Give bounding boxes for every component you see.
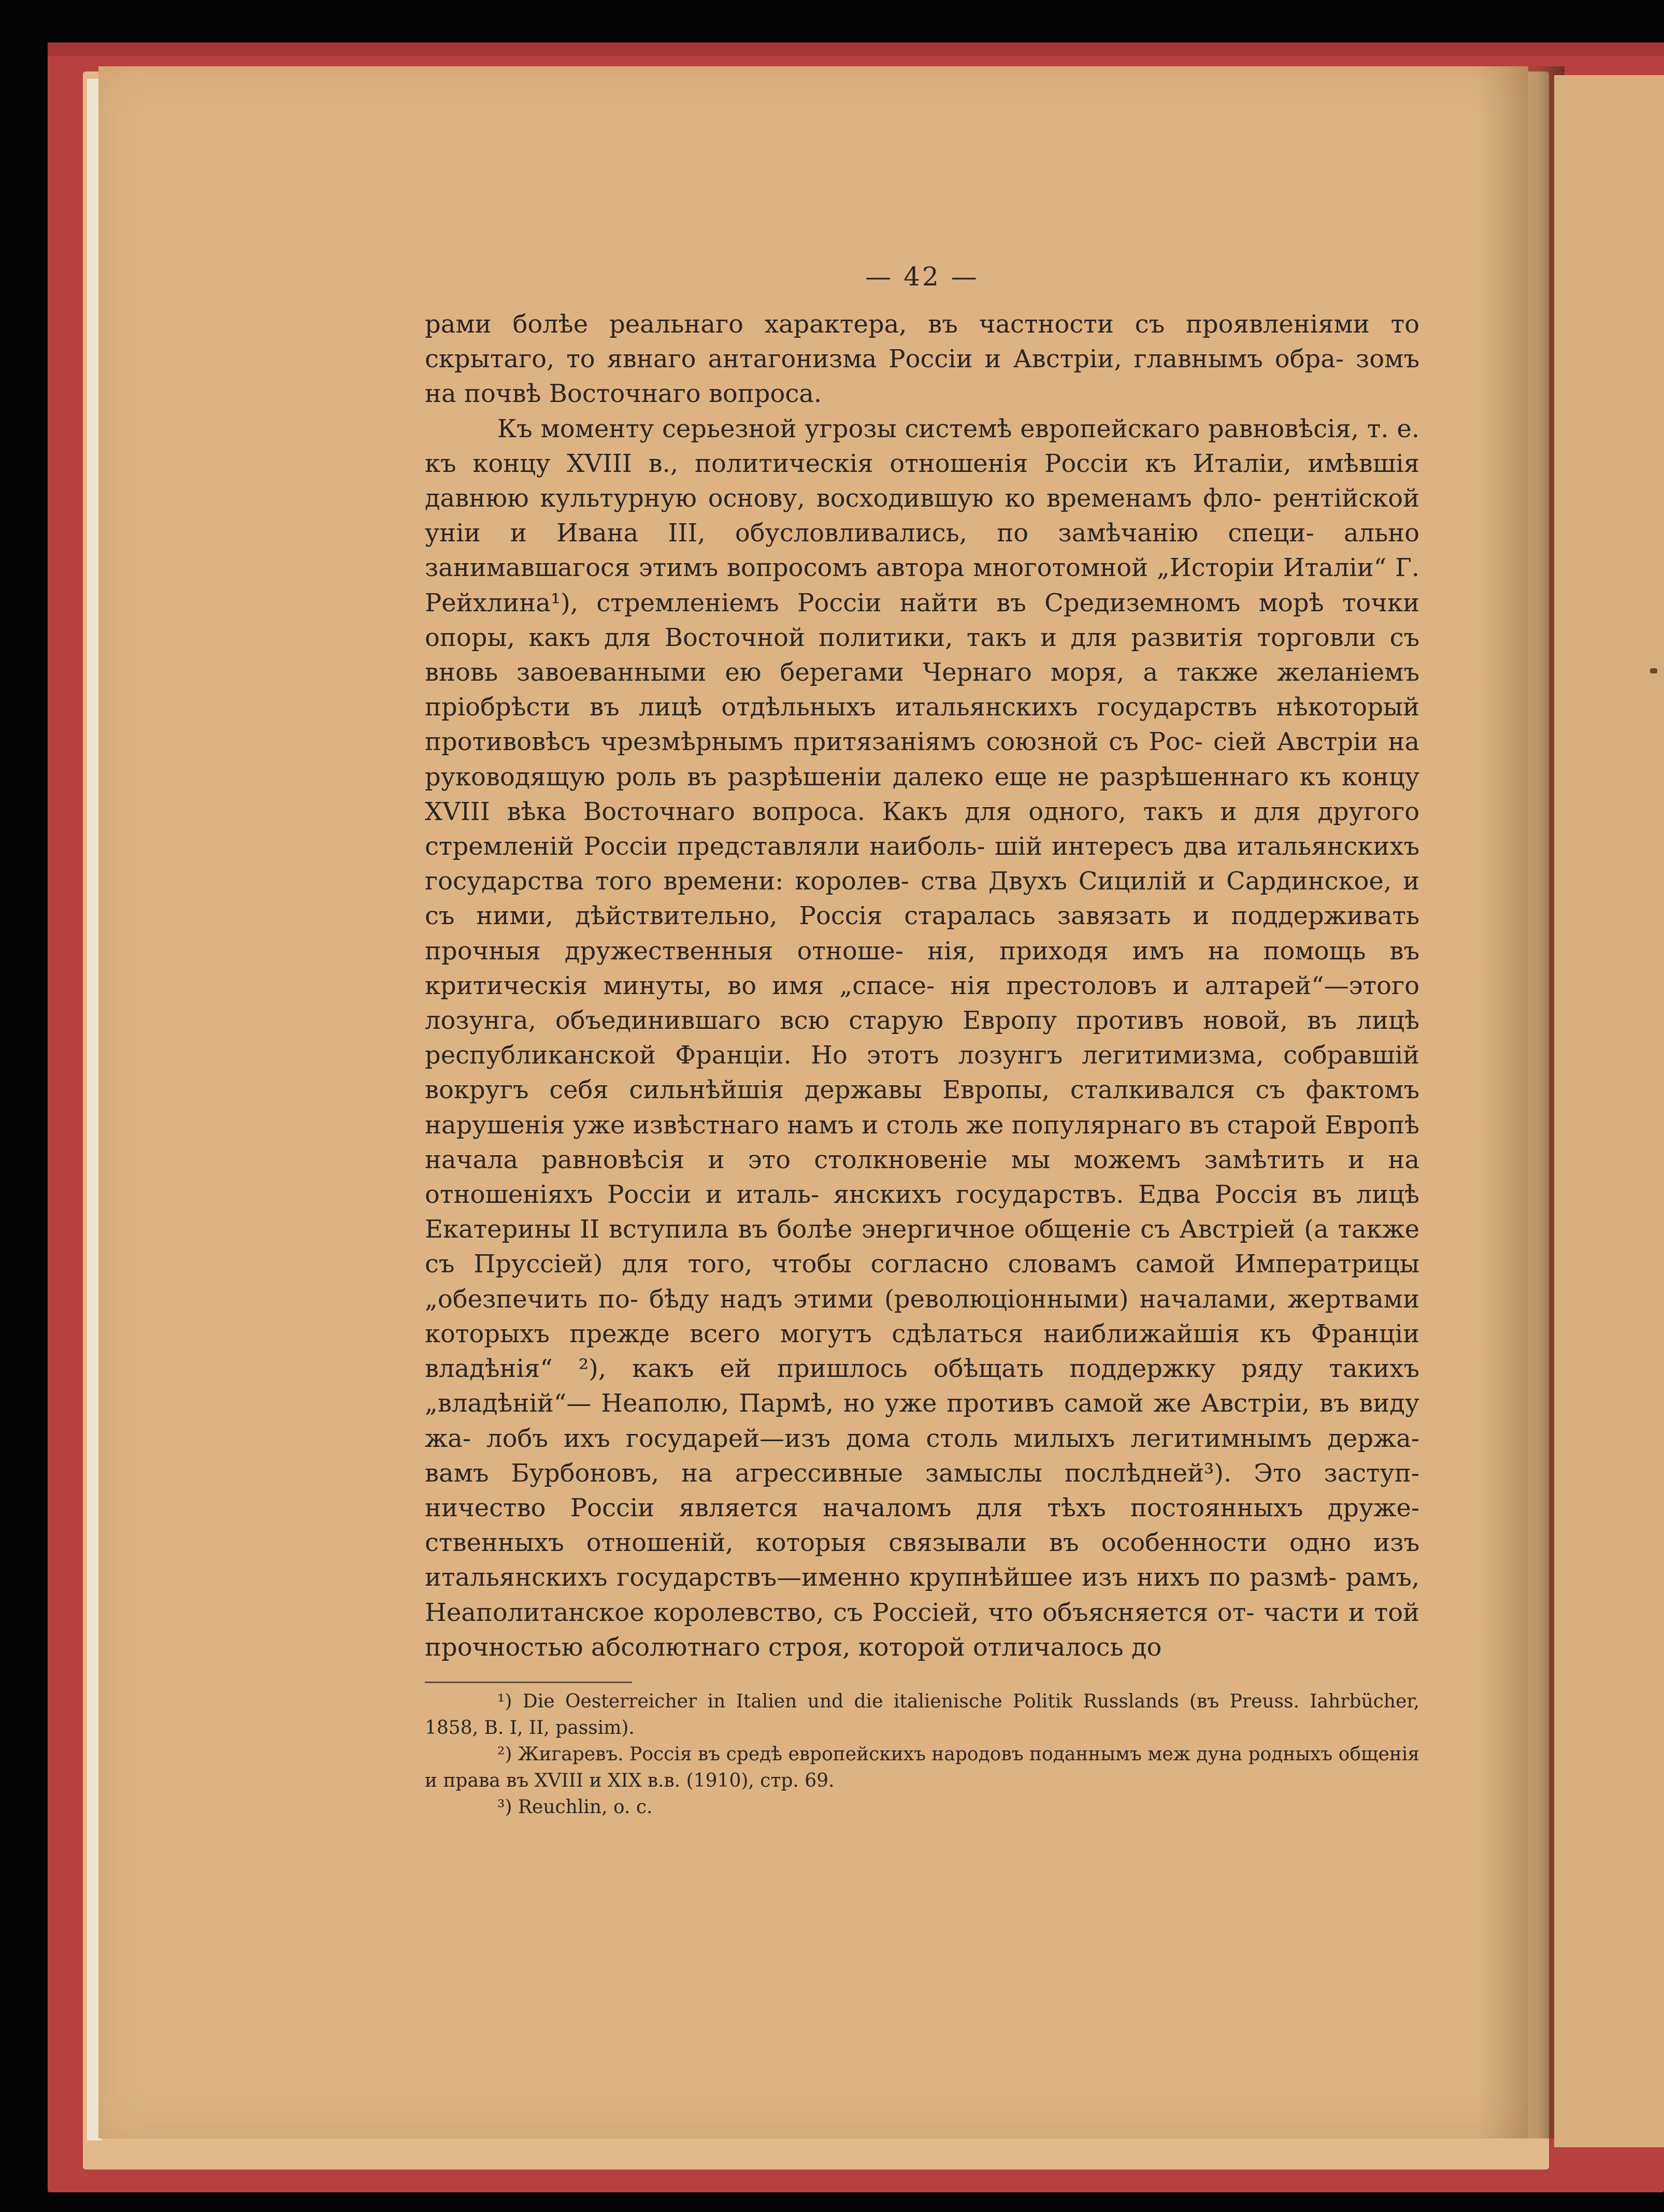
gutter-shadow xyxy=(1476,66,1565,2138)
facing-page xyxy=(1554,75,1664,2147)
page-content xyxy=(425,262,1419,1820)
page-number: — 42 — xyxy=(865,262,979,292)
facing-page-mark xyxy=(1650,668,1657,673)
paragraph-1: рами болѣе реальнаго характера, въ частности съ проявленіями то скрытаго, то явнаго антагонизма Россіи и Австріи, главнымъ обра- зомъ на почвѣ Восточнаго вопроса. xyxy=(425,310,1419,409)
paragraph-2: Къ моменту серьезной угрозы системѣ европейскаго равновѣсія, т. е. къ концу XVIII в., политическія отношенія Россіи къ Италіи, имѣвшія давнюю культурную основу, восходившую ко временамъ фло- рентійской уніи и Ивана III, обусловливались, по замѣчанію специ- ально занимавшагося этимъ вопросомъ автора многотомной „Исторіи Италіи“ Г. Рейхлина¹), стремленіемъ Россіи найти въ Средиземномъ морѣ точки опоры, какъ для Восточной политики, такъ и для развитія торговли съ вновь завоеванными ею берегами Чернаго моря, а также желаніемъ пріобрѣсти въ лицѣ отдѣльныхъ итальянскихъ государствъ нѣкоторый противовѣсъ чрезмѣрнымъ притязаніямъ союзной съ Рос- сіей Австріи на руководящую роль въ разрѣшеніи далеко еще не разрѣшеннаго къ концу XVIII вѣка Восточнаго вопроса. Какъ для одного, такъ и для другого стремленій Россіи представляли наиболь- шій интересъ два итальянскихъ государства того времени: королев- ства Двухъ Сицилій и Сардинское, и съ ними, дѣйствительно, Россія старалась завязать и поддерживать прочныя дружественныя отноше- нія, приходя имъ на помощь въ критическія минуты, во имя „спасе- нія престоловъ и алтарей“—этого лозунга, объединившаго всю старую Европу противъ новой, въ лицѣ республиканской Франціи. Но этотъ лозунгъ легитимизма, собравшій вокругъ себя сильнѣйшія державы Европы, сталкивался съ фактомъ нарушенія уже извѣстнаго намъ и столь же популярнаго въ старой Европѣ начала равновѣсія и это столкновеніе мы можемъ замѣтить и на отношеніяхъ Россіи и италь- янскихъ государствъ. Едва Россія въ лицѣ Екатерины II вступила въ болѣе энергичное общеніе съ Австріей (а также съ Пруссіей) для того, чтобы согласно словамъ самой Императрицы „обезпечить по- бѣду надъ этими (революціонными) началами, жертвами которыхъ прежде всего могутъ сдѣлаться наиближайшія къ Франціи владѣнія“ ²), какъ ей пришлось обѣщать поддержку ряду такихъ „владѣній“— Неаполю, Пармѣ, но уже противъ самой же Австріи, въ виду жа- лобъ ихъ государей—изъ дома столь милыхъ легитимнымъ держа- вамъ Бурбоновъ, на агрессивные замыслы послѣдней³). Это заступ- ничество Россіи является началомъ для тѣхъ постоянныхъ друже- ственныхъ отношеній, которыя связывали въ особенности одно изъ итальянскихъ государствъ—именно крупнѣйшее изъ нихъ по размѣ- рамъ, Неаполитанское королевство, съ Россіей, что объясняется от- части и той прочностью абсолютнаго строя, которой отличалось до xyxy=(425,414,1419,1662)
footnote-3: ³) Reuchlin, o. c. xyxy=(497,1796,653,1818)
book-cover-top-edge xyxy=(48,42,1664,56)
footnote-divider xyxy=(425,1682,632,1683)
footnote-2: ²) Жигаревъ. Россія въ средѣ европейскихъ народовъ поданнымъ меж дуна родныхъ общенія и права въ XVIII и XIX в.в. (1910), стр. 69. xyxy=(425,1743,1419,1791)
footnote-1: ¹) Die Oesterreicher in Italien und die italienische Politik Russlands (въ Preuss. Iahrbücher, 1858, B. I, II, passim). xyxy=(425,1690,1419,1739)
